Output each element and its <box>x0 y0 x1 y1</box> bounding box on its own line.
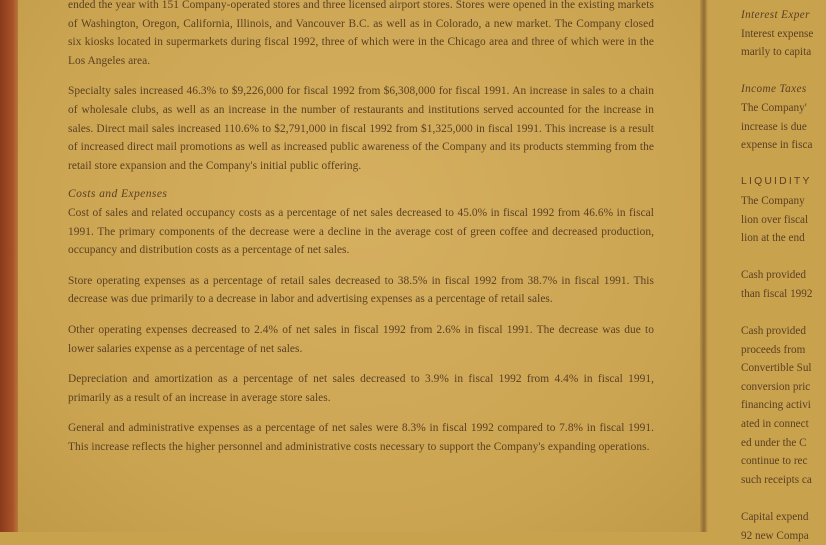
right-column-line: The Company <box>741 194 805 207</box>
right-column-line: Interest Exper <box>741 9 810 21</box>
heading-costs-and-expenses: Costs and Expenses <box>68 187 168 201</box>
right-column-line: ated in connect <box>741 418 809 431</box>
right-column-line: Capital expend <box>741 511 809 524</box>
left-text-column <box>68 0 654 456</box>
right-column-line: financing activi <box>741 399 811 412</box>
right-column-line: ed under the C <box>741 436 807 449</box>
right-column-line: Income Taxes <box>741 83 807 96</box>
right-column-line: proceeds from <box>741 343 806 356</box>
right-column-line: Cash provided <box>741 269 806 282</box>
right-column-line: conversion pric <box>741 380 811 393</box>
paragraph-general-admin: General and administrative expenses as a percentage of net sales were 8.3% in fiscal 1992 compared to 7.8% in fiscal 1991. This increase reflects the higher personnel and administrative costs necessary to support the Company's expanding operations. <box>68 422 654 453</box>
right-column-line: than fiscal 1992 <box>741 287 813 300</box>
right-column-line <box>741 489 826 508</box>
right-column-line <box>741 304 826 323</box>
page-fold <box>700 0 708 532</box>
right-column-line: Interest expense <box>741 27 814 40</box>
right-column-line <box>741 248 826 267</box>
paragraph-specialty-sales: Specialty sales increased 46.3% to $9,226,000 for fiscal 1992 from $6,308,000 for fiscal 1991. An increase in sales to a chain of wholesale clubs, as well as an increase in the number of restaurants and institutions served accounted for the increase in sales. Direct mail sales increased 110.6% to $2,791,000 in fiscal 1992 from $1,325,000 in fiscal 1991. This increase is a result of increased direct mail promotions as well as increased public awareness of the Company and its products stemming from the retail store expansion and the Company's initial public offering. <box>68 85 654 172</box>
right-text-column-cropped <box>741 6 826 545</box>
page-edge <box>0 0 18 532</box>
right-column-line: 92 new Compa <box>741 529 809 542</box>
right-column-line: continue to rec <box>741 455 808 468</box>
right-column-line: lion at the end <box>741 232 805 245</box>
paragraph-other-operating-expenses: Other operating expenses decreased to 2.4% of net sales in fiscal 1992 from 2.6% in fiscal 1991. The decrease was due to lower salaries expense as a percentage of net sales. <box>68 323 654 355</box>
right-column-line: such receipts ca <box>741 473 812 486</box>
right-column-line: Cash provided <box>741 325 806 338</box>
paragraph-store-operating-expenses: Store operating expenses as a percentage of retail sales decreased to 38.5% in fiscal 1992 from 38.7% in fiscal 1991. This decrease was due primarily to a decrease in labor and advertising expenses as a percentage of retail sales. <box>68 274 654 306</box>
paragraph-store-openings: ended the year with 151 Company-operated stores and three licensed airport stores. Stores were opened in the existing markets of Washington, Oregon, California, Illinois, and Vancouver B.C. as well as in Colorado, a new market. The Company closed six kiosks located in supermarkets during fiscal 1992, three of which were in the Chicago area and three of which were in the Los Angeles area. <box>68 0 654 67</box>
right-column-line: marily to capita <box>741 46 812 59</box>
right-column-line <box>741 62 826 81</box>
right-column-line <box>741 155 826 174</box>
paragraph-cost-of-sales: Cost of sales and related occupancy costs as a percentage of net sales decreased to 45.0% in fiscal 1992 from 46.6% in fiscal 1991. The primary components of the decrease were a decline in the average cost of green coffee and decreased production, occupancy and distribution costs as a percentage of net sales. <box>68 206 654 257</box>
right-column-line: lion over fiscal <box>741 213 809 226</box>
right-column-line: Convertible Sul <box>741 362 812 375</box>
right-column-line: expense in fisca <box>741 139 813 152</box>
right-column-line: LIQUIDITY <box>741 176 812 188</box>
right-column-line: increase is due <box>741 120 807 133</box>
paragraph-depreciation: Depreciation and amortization as a percentage of net sales decreased to 3.9% in fiscal 1992 from 4.4% in fiscal 1991, primarily as a result of an increase in average store sales. <box>68 373 654 404</box>
right-column-line: The Company' <box>741 101 807 114</box>
